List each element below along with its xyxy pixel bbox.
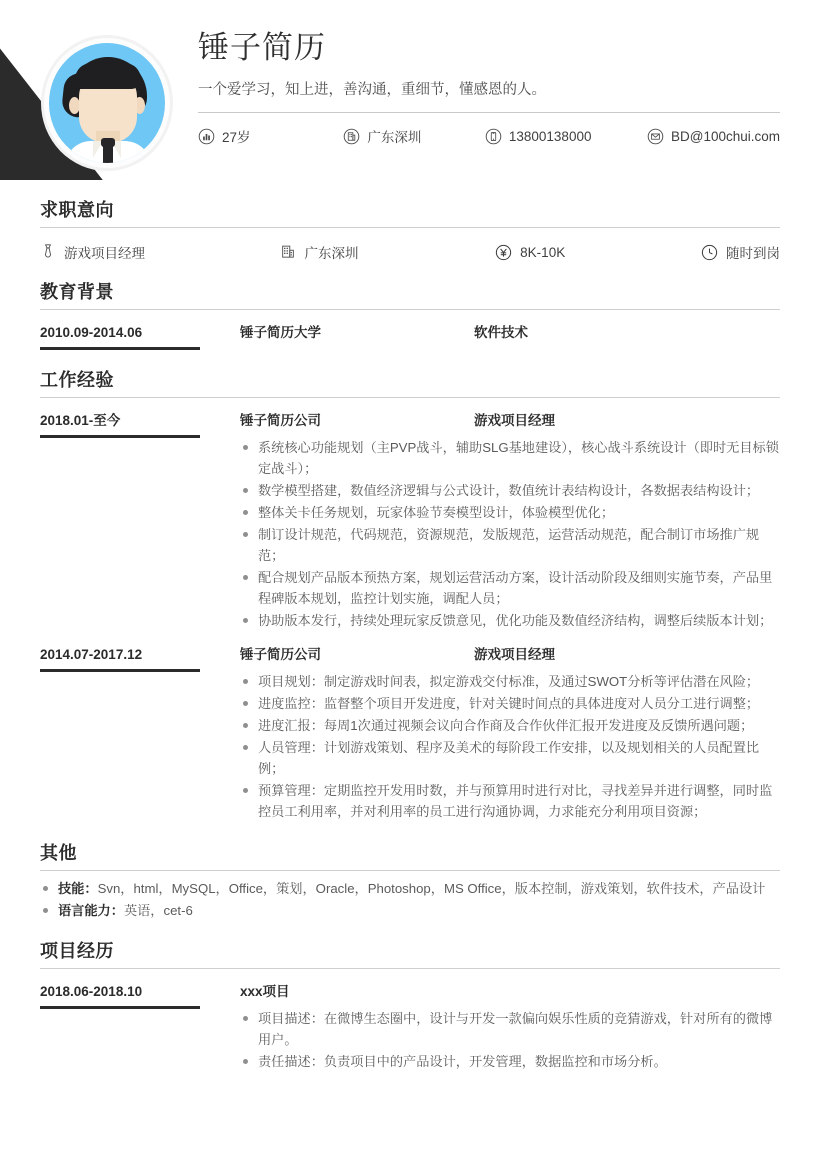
- entry-bullet-list: [240, 1008, 780, 1072]
- section-other: [40, 841, 780, 921]
- header-tagline: 一个爱学习，知上进，善沟通，重细节，懂感恩的人。: [198, 82, 546, 98]
- section-job-intention: [40, 198, 780, 262]
- page-title: 锤子简历: [198, 30, 326, 65]
- contact-age: [198, 126, 343, 146]
- entry-date: 2018.06-2018.10: [40, 983, 200, 1009]
- contact-email: [647, 126, 780, 146]
- clock-icon: [701, 244, 718, 261]
- intent-salary: [495, 242, 701, 262]
- entry-organization: 锤子简历公司: [240, 647, 321, 662]
- section-divider: [40, 968, 780, 969]
- entry-head: [240, 412, 780, 430]
- entry-organization: 锤子简历大学: [240, 325, 321, 340]
- intent-position-value: 游戏项目经理: [64, 246, 145, 261]
- intent-position: [40, 242, 280, 262]
- list-item: 协助版本发行，持续处理玩家反馈意见，优化功能及数值经济结构，调整后续版本计划；: [240, 610, 780, 631]
- list-item: [40, 878, 780, 899]
- entry-organization: 锤子简历公司: [240, 413, 321, 428]
- contact-age-value: 27岁: [222, 130, 251, 145]
- section-divider: [40, 309, 780, 310]
- entry-main: [200, 646, 780, 823]
- contact-row: [198, 126, 780, 146]
- intent-salary-value: 8K-10K: [520, 244, 566, 260]
- contact-phone-value: 13800138000: [508, 128, 592, 144]
- project-entry: [40, 983, 780, 1073]
- city-building-icon: [343, 128, 360, 145]
- intent-city: [280, 242, 495, 262]
- list-item: [40, 900, 780, 921]
- entry-bullet-list: [240, 437, 780, 631]
- contact-location: [343, 126, 484, 146]
- avatar-portrait-icon: [49, 43, 165, 163]
- other-label: 技能：: [58, 881, 98, 896]
- intent-availability: [701, 242, 780, 262]
- section-title: 教育背景: [40, 282, 114, 302]
- entry-role: [474, 983, 780, 1001]
- list-item: 制订设计规范，代码规范，资源规范，发版规范，运营活动规范，配合制订市场推广规范；: [240, 524, 780, 566]
- list-item: 进度汇报：每周1次通过视频会议向合作商及合作伙伴汇报开发进度及反馈所遇问题；: [240, 715, 780, 736]
- entry-date: 2018.01-至今: [40, 412, 200, 438]
- other-list: [40, 878, 780, 921]
- section-title: 工作经验: [40, 370, 114, 390]
- other-value: 英语，cet-6: [123, 903, 193, 918]
- list-item: 项目规划：制定游戏时间表，拟定游戏交付标准，及通过SWOT分析等评估潜在风险；: [240, 671, 780, 692]
- section-divider: [40, 870, 780, 871]
- list-item: 整体关卡任务规划，玩家体验节奏模型设计，体验模型优化；: [240, 502, 780, 523]
- list-item: 预算管理：定期监控开发用时数，并与预算用时进行对比，寻找差异并进行调整，同时监控员工利用率，并对利用率的员工进行沟通协调，力求能充分利用项目资源；: [240, 780, 780, 822]
- work-entry: [40, 646, 780, 823]
- entry-bullet-list: [240, 671, 780, 822]
- mobile-phone-icon: [485, 128, 502, 145]
- education-entry: [40, 324, 780, 350]
- list-item: 配合规划产品版本预热方案，规划运营活动方案，设计活动阶段及细则实施节奏，产品里程碑版本规划，监控计划实施，调配人员；: [240, 567, 780, 609]
- section-project-experience: [40, 939, 780, 1073]
- entry-head: [240, 646, 780, 664]
- entry-role: 游戏项目经理: [474, 647, 555, 662]
- section-education: [40, 280, 780, 350]
- section-divider: [40, 227, 780, 228]
- section-title: 其他: [40, 843, 77, 863]
- section-title: 求职意向: [40, 200, 114, 220]
- section-divider: [40, 397, 780, 398]
- resume-body: [0, 198, 820, 1073]
- entry-head: [240, 983, 780, 1001]
- building-icon: [280, 243, 296, 261]
- entry-main: [200, 412, 780, 632]
- entry-head: [240, 324, 780, 342]
- intent-availability-value: 随时到岗: [726, 246, 780, 261]
- job-intention-row: [40, 242, 780, 262]
- list-item: 数学模型搭建，数值经济逻辑与公式设计，数值统计表结构设计，各数据表结构设计；: [240, 480, 780, 501]
- entry-date: 2010.09-2014.06: [40, 324, 200, 350]
- contact-phone: [485, 126, 647, 146]
- list-item: 系统核心功能规划（主PVP战斗，辅助SLG基地建设），核心战斗系统设计（即时无目标锁定战斗）；: [240, 437, 780, 479]
- list-item: 人员管理：计划游戏策划、程序及美术的每阶段工作安排，以及规划相关的人员配置比例；: [240, 737, 780, 779]
- section-work-experience: [40, 368, 780, 823]
- list-item: 责任描述：负责项目中的产品设计，开发管理，数据监控和市场分析。: [240, 1051, 780, 1072]
- other-value: Svn，html，MySQL，Office，策划，Oracle，Photoshop，MS Office，版本控制，游戏策划，软件技术，产品设计: [97, 881, 766, 896]
- other-label: 语言能力：: [58, 903, 124, 918]
- necktie-icon: [40, 243, 56, 261]
- envelope-icon: [647, 128, 664, 145]
- header-divider: [198, 112, 780, 113]
- resume-header: [0, 0, 820, 180]
- entry-role: 游戏项目经理: [474, 413, 555, 428]
- entry-role: 软件技术: [474, 325, 528, 340]
- entry-date: 2014.07-2017.12: [40, 646, 200, 672]
- list-item: 进度监控：监督整个项目开发进度，针对关键时间点的具体进度对人员分工进行调整；: [240, 693, 780, 714]
- header-text-block: [198, 28, 780, 146]
- yen-icon: [495, 244, 512, 261]
- entry-main: [200, 983, 780, 1073]
- age-chart-icon: [198, 128, 215, 145]
- section-title: 项目经历: [40, 941, 114, 961]
- entry-organization: xxx项目: [240, 984, 290, 999]
- intent-city-value: 广东深圳: [304, 246, 359, 261]
- entry-main: [200, 324, 780, 350]
- list-item: 项目描述：在微博生态圈中，设计与开发一款偏向娱乐性质的竞猜游戏，针对所有的微博用户。: [240, 1008, 780, 1050]
- contact-email-value: BD@100chui.com: [670, 128, 780, 144]
- avatar: [44, 38, 170, 168]
- contact-location-value: 广东深圳: [367, 130, 422, 145]
- work-entry: [40, 412, 780, 632]
